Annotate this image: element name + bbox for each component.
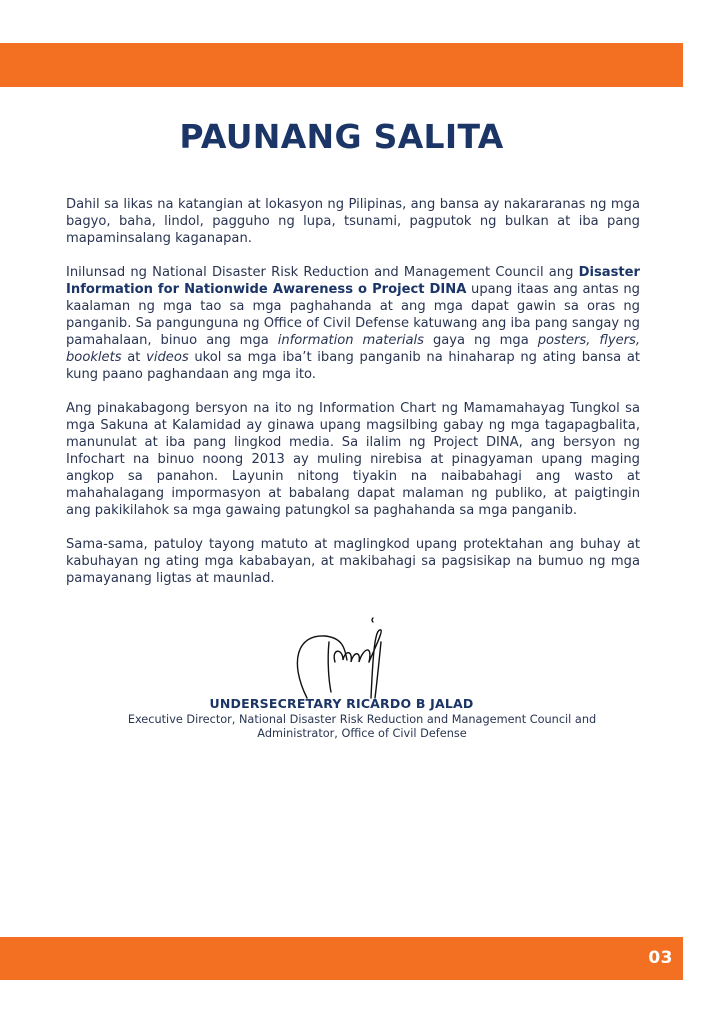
paragraph-2 <box>66 264 640 383</box>
page-title: PAUNANG SALITA <box>179 117 504 156</box>
paragraph-3: Ang pinakabagong bersyon na ito ng Information Chart ng Mamamahayag Tungkol sa mga Sakuna at Kalamidad ay ginawa upang magsilbing gabay ng mga tagapagbalita, manunulat at iba pang lingkod media. Sa ilalim ng Project DINA, ang bersyon ng Infochart na binuo noong 2013 ay muling nirebisa at pinagyaman upang maging angkop sa panahon. Layunin nitong tiyakin na naibabahagi ang wasto at mahahalagang impormasyon at babalang dapat malaman ng publiko, at paigtingin ang pakikilahok sa mga gawaing patungkol sa paghahanda sa mga panganib. <box>66 401 640 518</box>
signatory-role <box>0 713 724 741</box>
foreword-body <box>66 196 640 604</box>
signatory-role-line-1: Executive Director, National Disaster Risk Reduction and Management Council and <box>127 713 597 726</box>
header-band <box>0 43 683 87</box>
signature-image <box>285 612 405 702</box>
text-span: Inilunsad ng National Disaster Risk Reduction and Management Council ang <box>66 265 579 280</box>
italic-term: information materials <box>277 333 424 348</box>
italic-term: posters, flyers, booklets <box>66 333 641 365</box>
signatory-name: UNDERSECRETARY RICARDO B JALAD <box>209 696 474 711</box>
page-number: 03 <box>648 948 673 968</box>
paragraph-4: Sama-sama, patuloy tayong matuto at maglingkod upang protektahan ang buhay at kabuhayan ng ating mga kababayan, at makibahagi sa pagsisikap na bumuo ng mga pamayanang ligtas at maunlad. <box>66 537 640 586</box>
footer-band <box>0 937 683 980</box>
italic-term: videos <box>146 350 189 365</box>
text-span: upang itaas ang antas ng kaalaman ng mga tao sa mga paghahanda at ang mga dapat gawin sa oras ng panganib. Sa pangunguna ng Office of Civil Defense katuwang ang iba pang sangay ng pamahalaan, binuo ang mga <box>66 282 640 348</box>
project-dina-bold: Disaster Information for Nationwide Awareness o Project DINA <box>66 265 640 297</box>
text-span: at <box>121 350 147 365</box>
text-span: ukol sa mga iba’t ibang panganib na hinaharap ng ating bansa at kung paano paghandaan ang mga ito. <box>66 350 641 382</box>
paragraph-1: Dahil sa likas na katangian at lokasyon ng Pilipinas, ang bansa ay nakararanas ng mga bagyo, baha, lindol, pagguho ng lupa, tsunami, pagputok ng bulkan at iba pang mapaminsalang kaganapan. <box>66 197 640 246</box>
signatory-role-line-2: Administrator, Office of Civil Defense <box>257 727 467 740</box>
text-span: gaya ng mga <box>424 333 538 348</box>
